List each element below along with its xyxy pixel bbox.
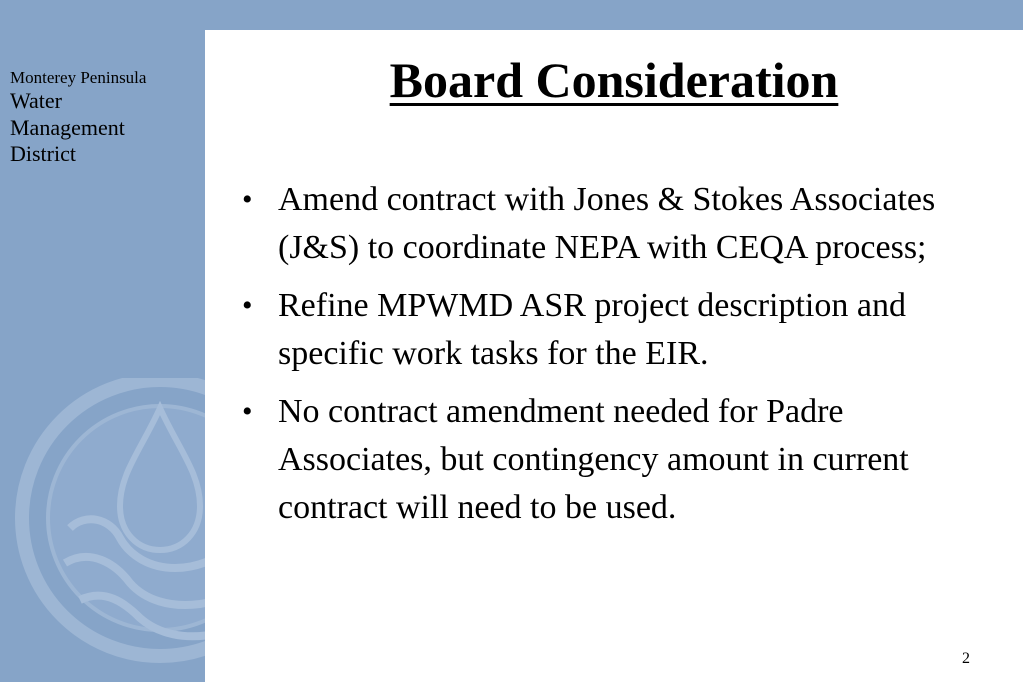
org-name-line-1: Monterey Peninsula [10,68,147,87]
org-name-line-2: Water [10,88,62,114]
bullet-dot-icon: • [242,183,253,216]
top-band [205,0,1023,30]
bullet-item-3 [240,388,990,532]
org-name-line-4: District [10,141,76,167]
page-number: 2 [962,650,970,667]
bullet-item-2 [240,282,990,378]
bullet-text-2: Refine MPWMD ASR project description and specific work tasks for the EIR. [278,287,906,372]
water-drop-hands-logo-icon [10,378,205,668]
org-name-line-3: Management [10,114,125,140]
bullet-dot-icon: • [242,395,253,428]
bullet-dot-icon: • [242,289,253,322]
sidebar [0,0,205,682]
bullet-item-1 [240,176,990,272]
bullet-text-1: Amend contract with Jones & Stokes Associates (J&S) to coordinate NEPA with CEQA process; [278,181,936,266]
organization-name [10,68,200,168]
bullet-list [240,176,990,542]
bullet-text-3: No contract amendment needed for Padre Associates, but contingency amount in current contract will need to be used. [278,393,909,526]
slide-title: Board Consideration [389,52,839,108]
